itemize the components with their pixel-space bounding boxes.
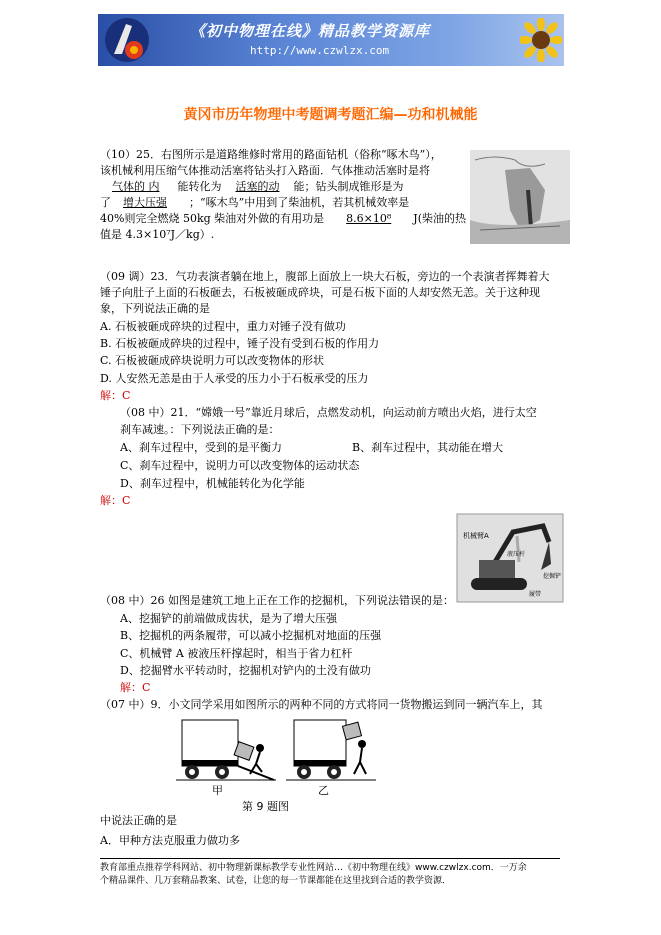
- q1-text: ；“啄木鸟”中用到了柴油机，若其机械效率是: [189, 196, 410, 209]
- sunflower-icon: [520, 18, 562, 62]
- q2-option-c: C. 石板被砸成碎块说明力可以改变物体的形状: [100, 354, 325, 367]
- q1-line5: [100, 212, 466, 226]
- figure-caption: 第 9 题图: [242, 800, 289, 813]
- excavator-figure: [455, 512, 565, 604]
- q2-option-b: B. 石板被砸成碎块的过程中，锤子没有受到石板的作用力: [100, 337, 380, 350]
- q2-option-d: D. 人安然无恙是由于人承受的压力小于石板承受的压力: [100, 372, 369, 385]
- q2-line3: 象，下列说法正确的是: [100, 302, 210, 315]
- banner-title: 《初中物理在线》精品教学资源库: [190, 22, 431, 40]
- q1-line2: 该机械利用压缩气体推动活塞将钻头打入路面．气体推动活塞时是将: [100, 164, 430, 177]
- q4-option-b: B、挖掘机的两条履带，可以减小挖掘机对地面的压强: [120, 629, 382, 642]
- q3-answer: 解：C: [100, 494, 131, 507]
- footer-line1: 教育部重点推荐学科网站、初中物理新课标教学专业性网站…《初中物理在线》www.czwlzx.com．一万余: [100, 863, 527, 873]
- q1-text: 能转化为: [177, 180, 222, 193]
- q3-option-c: C、刹车过程中，说明力可以改变物体的运动状态: [120, 459, 360, 472]
- banner-url[interactable]: http://www.czwlzx.com: [250, 44, 390, 57]
- q5-option-a: A．甲种方法克服重力做功多: [100, 834, 240, 847]
- q2-answer: 解：C: [100, 389, 131, 402]
- q5-figure-diagram: [176, 716, 376, 786]
- road-drill-photo: [470, 150, 570, 244]
- fig-label-yi: 乙: [318, 784, 329, 797]
- fig-label-track: 履带: [529, 591, 542, 598]
- q4-line1: （08 中）26 如图是建筑工地上正在工作的挖掘机，下列说法错误的是：: [100, 594, 454, 607]
- q2-option-a: A. 石板被砸成碎块的过程中，重力对锤子没有做功: [100, 320, 346, 333]
- q1-text: J(柴油的热: [413, 212, 466, 225]
- q1-line4: [100, 196, 409, 210]
- q2-line2: 锤子向肚子上面的石板砸去，石板被砸成碎块，可是石板下面的人却安然无恙。关于这种现: [100, 286, 540, 299]
- fig-label-cylinder: 液压杆: [507, 551, 526, 558]
- q5-line2: 中说法正确的是: [100, 814, 177, 827]
- q4-option-a: A、挖掘铲的前端做成齿状，是为了增大压强: [120, 612, 337, 625]
- q3-option-d: D、刹车过程中，机械能转化为化学能: [120, 477, 305, 490]
- q3-line1: （08 中）21．“嫦娥一号”靠近月球后，点燃发动机，向运动前方喷出火焰，进行太空: [120, 406, 537, 419]
- q1-line6: 值是 4.3×10⁷J／kg）.: [100, 228, 215, 241]
- q3-line2: 刹车减速。：下列说法正确的是：: [120, 423, 280, 436]
- q1-text: 了: [100, 196, 111, 209]
- q1-blank4: 8.6×10⁸: [346, 212, 392, 225]
- q4-answer: 解：C: [120, 681, 151, 694]
- fig-label-arm: 机械臂A: [463, 532, 489, 540]
- q1-line3: [100, 180, 404, 194]
- q3-option-b: B、刹车过程中，其动能在增大: [352, 441, 504, 454]
- fig-label-jia: 甲: [212, 784, 223, 797]
- q1-text: 40%则完全燃烧 50kg 柴油对外做的有用功是: [100, 212, 325, 225]
- q1-line1: （10）25．右图所示是道路维修时常用的路面钻机（俗称“啄木鸟”），: [100, 148, 442, 161]
- q4-option-d: D、挖掘臂水平转动时，挖掘机对铲内的土没有做功: [120, 664, 371, 677]
- q2-line1: （09 调）23．气功表演者躺在地上，腹部上面放上一块大石板，旁边的一个表演者挥舞着大: [100, 270, 550, 283]
- q1-blank3: 增大压强: [123, 196, 167, 209]
- q4-option-c: C、机械臂 A 被液压杆撑起时，相当于省力杠杆: [120, 647, 353, 660]
- document-title: 黄冈市历年物理中考题调考题汇编—功和机械能: [183, 107, 478, 123]
- q1-blank2: 活塞的动: [235, 180, 280, 193]
- q1-blank1: 气体的 内: [112, 180, 160, 193]
- q3-option-a: A、刹车过程中，受到的是平衡力: [120, 441, 282, 454]
- footer-line2: 个精品课件、几万套精品教案、试卷，让您的每一节课都能在这里找到合适的教学资源．: [100, 876, 452, 886]
- footer-divider: [100, 858, 560, 859]
- q1-text: 能；钻头制成锥形是为: [293, 180, 404, 193]
- q5-line1: （07 中）9．小文同学采用如图所示的两种不同的方式将同一货物搬运到同一辆汽车上，其: [100, 698, 543, 711]
- fig-label-bucket: 挖掘铲: [543, 573, 562, 580]
- site-logo-icon: [104, 16, 150, 64]
